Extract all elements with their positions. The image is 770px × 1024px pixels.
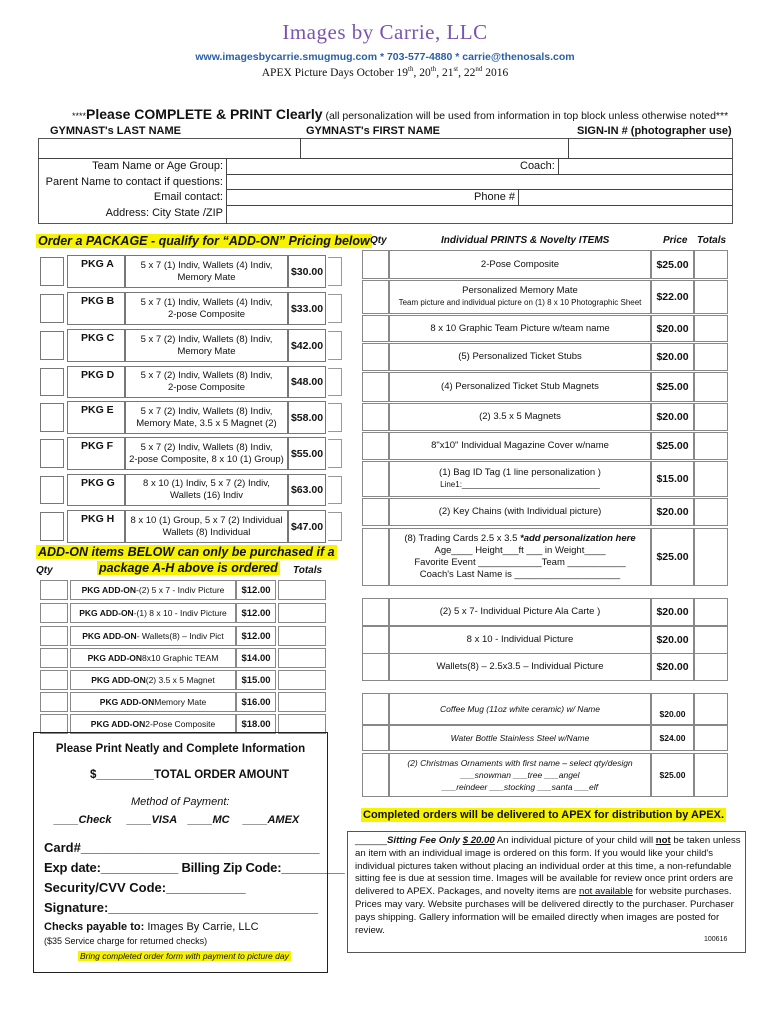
sitting-fee-blank[interactable]: ______ xyxy=(355,835,388,846)
addon-total-input[interactable] xyxy=(278,626,326,646)
package-description xyxy=(125,367,288,397)
addon-total-input[interactable] xyxy=(278,603,326,623)
package-desc-line-2: Memory Mate xyxy=(177,345,236,357)
payment-method-label: Method of Payment: xyxy=(131,796,230,808)
package-code: PKG F xyxy=(81,440,114,452)
print-item-description xyxy=(389,372,651,402)
ornament-item-total-input[interactable] xyxy=(694,753,728,797)
addon-description xyxy=(70,603,236,623)
ornament-item-price: $25.00 xyxy=(659,770,686,780)
addon-name: PKG ADD-ON xyxy=(79,608,134,618)
novelty-item-description xyxy=(389,693,651,725)
sitting-fee-text xyxy=(355,835,742,937)
label-address: Address: City State /ZIP xyxy=(105,207,223,219)
print-item-qty-input[interactable] xyxy=(362,432,389,460)
ala-carte-item-description xyxy=(389,598,651,626)
packages-title: Order a PACKAGE - qualify for “ADD-ON” Pricing below xyxy=(38,234,370,248)
addon-name: PKG ADD-ON xyxy=(91,675,146,685)
print-item-description xyxy=(389,343,651,371)
address-input[interactable] xyxy=(227,206,732,223)
package-description xyxy=(125,402,288,433)
print-item-total-input[interactable] xyxy=(694,250,728,279)
package-price: $55.00 xyxy=(290,447,324,460)
contact-line[interactable]: www.imagesbycarrie.smugmug.com * 703-577-4880 * carrie@thenosals.com xyxy=(195,51,575,63)
event-sup: th xyxy=(430,65,437,73)
package-total-input[interactable] xyxy=(328,512,342,541)
print-item-price: $25.00 xyxy=(656,440,689,452)
addon-qty-input[interactable] xyxy=(40,714,68,734)
addons-title-2: package A-H above is ordered xyxy=(99,561,278,575)
print-item-line-1: (2) Key Chains (with Individual picture) xyxy=(438,506,602,517)
trading-cards-line-2: Age____ Height___ft ___ in Weight____ xyxy=(434,545,606,556)
addon-desc: -(1) 8 x 10 - Indiv Picture xyxy=(133,608,227,618)
package-price: $30.00 xyxy=(290,265,324,278)
print-item-line-1: 2-Pose Composite xyxy=(480,258,560,270)
parent-input[interactable] xyxy=(227,175,732,189)
trading-cards-line-4: Coach's Last Name is ____________________ xyxy=(419,569,621,580)
label-last-name: GYMNAST's LAST NAME xyxy=(50,125,181,137)
signin-input[interactable] xyxy=(569,139,732,158)
novelty-item-price: $20.00 xyxy=(659,709,686,719)
ornament-item-description xyxy=(389,753,651,797)
print-item-line-1: (2) 3.5 x 5 Magnets xyxy=(479,411,561,422)
package-description xyxy=(125,256,288,287)
ala-carte-item-total-input[interactable] xyxy=(694,653,728,681)
addon-description xyxy=(70,626,236,646)
package-code: PKG A xyxy=(81,258,114,270)
package-code: PKG C xyxy=(81,332,115,344)
addon-total-input[interactable] xyxy=(278,692,326,712)
print-item-qty-input[interactable] xyxy=(362,461,389,497)
sitting-fee-amount: $ 20.00 xyxy=(462,835,495,846)
package-qty-input[interactable] xyxy=(40,439,64,468)
print-item-price: $22.00 xyxy=(656,291,689,303)
ala-carte-item-qty-input[interactable] xyxy=(362,653,389,681)
package-desc-line-2: Wallets (8) Individual xyxy=(162,526,251,538)
delivery-note: Completed orders will be delivered to APEX for distribution by APEX. xyxy=(363,809,725,821)
package-price: $33.00 xyxy=(290,302,324,315)
print-item-qty-input[interactable] xyxy=(362,315,389,342)
print-item-total-input[interactable] xyxy=(694,461,728,497)
print-item-line-1: 8"x10" Individual Magazine Cover w/name xyxy=(431,440,609,451)
ala-carte-item-line-1: (2) 5 x 7- Individual Picture Ala Carte ) xyxy=(439,606,601,617)
ala-carte-item-qty-input[interactable] xyxy=(362,598,389,626)
novelty-item-total-input[interactable] xyxy=(694,725,728,751)
print-item-description xyxy=(389,280,651,314)
print-item-total-input[interactable] xyxy=(694,343,728,371)
event-sep: , 20 xyxy=(413,66,431,79)
event-dates xyxy=(0,65,770,79)
trading-cards-text: (8) Trading Cards 2.5 x 3.5 xyxy=(404,533,520,544)
print-item-qty-input[interactable] xyxy=(362,280,389,314)
addon-qty-input[interactable] xyxy=(40,626,68,646)
print-item-description xyxy=(389,461,651,497)
ornament-item-line-3: ___reindeer ___stocking ___santa ___elf xyxy=(442,782,598,792)
package-code: PKG E xyxy=(81,404,114,416)
sitting-fee-text-1: An individual picture of your child will xyxy=(494,835,656,846)
package-price: $47.00 xyxy=(290,520,324,533)
novelty-item-qty-input[interactable] xyxy=(362,725,389,751)
package-qty-input[interactable] xyxy=(40,368,64,396)
signature-field[interactable]: Signature:_____________________________ xyxy=(44,900,318,915)
pay-visa[interactable]: ____VISA xyxy=(127,814,178,826)
checks-payable xyxy=(44,921,259,933)
ornament-item-line-2: ___snowman ___tree ___angel xyxy=(460,770,580,780)
trading-cards-total-input[interactable] xyxy=(694,528,728,586)
pay-mc[interactable]: ____MC xyxy=(188,814,230,826)
ala-carte-item-price: $20.00 xyxy=(656,606,689,618)
package-qty-input[interactable] xyxy=(40,331,64,360)
addon-price: $12.00 xyxy=(241,607,271,619)
pay-amex[interactable]: ____AMEX xyxy=(243,814,300,826)
package-desc-line-2: Wallets (16) Indiv xyxy=(169,490,244,501)
addon-price: $14.00 xyxy=(241,652,271,664)
package-description xyxy=(125,475,288,505)
package-desc-line-1: 5 x 7 (2) Indiv, Wallets (8) Indiv, xyxy=(140,405,273,417)
addon-qty-input[interactable] xyxy=(40,692,68,712)
addons-totals-header: Totals xyxy=(293,565,323,576)
package-desc-line-1: 8 x 10 (1) Indiv, 5 x 7 (2) Indiv, xyxy=(143,478,270,489)
package-code: PKG D xyxy=(81,369,115,381)
form-code: 100616 xyxy=(704,936,728,943)
package-total-input[interactable] xyxy=(328,257,342,286)
package-price: $58.00 xyxy=(290,411,324,424)
total-order-amount[interactable]: $_________TOTAL ORDER AMOUNT xyxy=(90,769,289,781)
package-total-input[interactable] xyxy=(328,439,342,468)
print-item-line-1: (1) Bag ID Tag (1 line personalization ) xyxy=(439,467,601,478)
package-description xyxy=(125,293,288,324)
pay-check[interactable]: ____Check xyxy=(54,814,112,826)
addon-price: $15.00 xyxy=(241,674,271,686)
package-price: $42.00 xyxy=(290,339,324,352)
package-code: PKG H xyxy=(81,513,115,525)
package-description xyxy=(125,330,288,361)
label-team: Team Name or Age Group: xyxy=(92,160,223,172)
addon-price: $18.00 xyxy=(241,718,271,730)
addon-description xyxy=(70,692,236,712)
print-item-line-1: (4) Personalized Ticket Stub Magnets xyxy=(441,381,599,392)
last-name-input[interactable] xyxy=(39,139,299,158)
package-desc-line-2: Memory Mate, 3.5 x 5 Magnet (2) xyxy=(136,417,277,429)
addon-desc: 2-Pose Composite xyxy=(145,719,216,729)
package-price: $48.00 xyxy=(290,376,324,388)
label-email: Email contact: xyxy=(153,191,223,203)
package-desc-line-1: 5 x 7 (2) Indiv, Wallets (8) Indiv, xyxy=(140,333,273,345)
addon-total-input[interactable] xyxy=(278,580,326,600)
ala-carte-item-total-input[interactable] xyxy=(694,598,728,626)
package-desc-line-2: 2-pose Composite xyxy=(167,308,246,320)
print-item-total-input[interactable] xyxy=(694,280,728,314)
package-desc-line-1: 5 x 7 (2) Indiv, Wallets (8) Indiv, xyxy=(140,441,273,453)
event-sep: , 21 xyxy=(436,66,454,79)
addon-desc: 8x10 Graphic TEAM xyxy=(142,653,219,663)
ornament-item-line-1: (2) Christmas Ornaments with first name – select qty/design xyxy=(407,758,633,768)
addon-name: PKG ADD-ON xyxy=(82,631,137,641)
print-item-total-input[interactable] xyxy=(694,432,728,460)
print-item-description xyxy=(389,498,651,526)
exp-date-field[interactable]: Exp date:___________ Billing Zip Code:_________ xyxy=(44,860,345,875)
package-desc-line-1: 8 x 10 (1) Group, 5 x 7 (2) Individual xyxy=(130,514,283,526)
package-total-input[interactable] xyxy=(328,368,342,396)
print-item-total-input[interactable] xyxy=(694,403,728,431)
package-qty-input[interactable] xyxy=(40,294,64,323)
print-item-qty-input[interactable] xyxy=(362,250,389,279)
first-name-input[interactable] xyxy=(301,139,567,158)
print-item-line-2: Team picture and individual picture on (1) 8 x 10 Photographic Sheet xyxy=(398,298,642,307)
package-desc-line-1: 5 x 7 (2) Indiv, Wallets (8) Indiv, xyxy=(140,370,273,381)
returned-check-fee: ($35 Service charge for returned checks) xyxy=(44,936,208,946)
label-signin: SIGN-IN # (photographer use) xyxy=(577,125,732,137)
sitting-fee-text-2: be taken unless an item with an individual image is ordered on this form. If you would like your child's individual pictures taken without placing an individual order at this time, a non-refundable sitting fee is due at session time. Images will be available for review once print orders are delivered to APEX. Packages, and novelty items are xyxy=(355,835,741,898)
addon-qty-input[interactable] xyxy=(40,580,68,600)
sitting-fee-not-available: not available xyxy=(578,886,633,898)
addon-description xyxy=(70,580,236,600)
event-sup: th xyxy=(408,65,414,73)
addon-price: $12.00 xyxy=(241,584,271,596)
coach-input[interactable] xyxy=(559,159,732,174)
sitting-fee-not: not xyxy=(655,835,671,846)
print-item-line-2: Line1:_______________________________ xyxy=(440,480,600,489)
label-phone: Phone # xyxy=(474,191,515,203)
package-qty-input[interactable] xyxy=(40,512,64,541)
print-item-price: $25.00 xyxy=(656,381,689,393)
novelty-item-description xyxy=(389,725,651,751)
event-sep: , 22 xyxy=(458,66,476,79)
addon-desc: - Wallets(8) – Indiv Pict xyxy=(136,631,224,641)
print-item-price: $20.00 xyxy=(656,506,689,518)
addon-description xyxy=(70,648,236,668)
package-code: PKG G xyxy=(81,477,115,489)
addon-name: PKG ADD-ON xyxy=(99,697,155,707)
print-item-qty-input[interactable] xyxy=(362,372,389,402)
instructions-rest: (all personalization will be used from information in top block unless otherwise noted*** xyxy=(322,110,729,122)
company-title: Images by Carrie, LLC xyxy=(282,20,488,44)
print-item-total-input[interactable] xyxy=(694,372,728,402)
package-description xyxy=(125,438,288,469)
ala-carte-item-line-1: 8 x 10 - Individual Picture xyxy=(466,634,574,645)
label-parent: Parent Name to contact if questions: xyxy=(45,176,223,188)
addon-qty-input[interactable] xyxy=(40,603,68,623)
package-qty-input[interactable] xyxy=(40,403,64,432)
instructions-prefix: **** xyxy=(72,111,87,121)
addon-total-input[interactable] xyxy=(278,714,326,734)
package-total-input[interactable] xyxy=(328,331,342,360)
ala-carte-item-price: $20.00 xyxy=(656,661,689,673)
trading-cards-personalize: *add personalization here xyxy=(520,533,636,544)
bring-form-note: Bring completed order form with payment to picture day xyxy=(80,951,289,961)
novelty-item-price: $24.00 xyxy=(659,733,686,743)
ala-carte-item-description xyxy=(389,653,651,681)
right-totals-header: Totals xyxy=(697,235,727,246)
addon-desc: -(2) 5 x 7 - Indiv Picture xyxy=(136,585,225,595)
addon-name: PKG ADD-ON xyxy=(90,719,146,729)
ala-carte-item-total-input[interactable] xyxy=(694,626,728,654)
print-item-price: $15.00 xyxy=(656,473,689,485)
ala-carte-item-qty-input[interactable] xyxy=(362,626,389,654)
addon-desc: Memory Mate xyxy=(154,697,207,707)
print-item-line-1: (5) Personalized Ticket Stubs xyxy=(458,351,582,362)
novelty-item-total-input[interactable] xyxy=(694,693,728,725)
addon-qty-input[interactable] xyxy=(40,670,68,690)
team-input[interactable] xyxy=(227,159,557,174)
addon-name: PKG ADD-ON xyxy=(87,653,143,663)
trading-cards-price: $25.00 xyxy=(656,551,689,563)
event-sup: nd xyxy=(475,65,483,73)
addons-qty-header: Qty xyxy=(36,565,53,576)
addons-title-1: ADD-ON items BELOW can only be purchased if a xyxy=(38,545,335,559)
print-item-description xyxy=(389,432,651,460)
checks-payable-value: Images By Carrie, LLC xyxy=(144,921,259,933)
package-desc-line-2: 2-pose Composite xyxy=(167,382,246,393)
novelty-item-line-1: Coffee Mug (11oz white ceramic) w/ Name xyxy=(440,704,600,714)
phone-input[interactable] xyxy=(519,190,732,205)
email-input[interactable] xyxy=(227,190,517,205)
addon-description xyxy=(70,670,236,690)
addon-qty-input[interactable] xyxy=(40,648,68,668)
addon-price: $12.00 xyxy=(241,630,271,642)
package-price: $63.00 xyxy=(290,484,324,496)
trading-cards-line-1 xyxy=(404,533,635,545)
addon-description xyxy=(70,714,236,734)
checks-payable-label: Checks payable to: xyxy=(44,921,145,933)
payment-title: Please Print Neatly and Complete Information xyxy=(55,743,306,755)
trading-cards-qty-input[interactable] xyxy=(362,528,389,586)
package-total-input[interactable] xyxy=(328,403,342,432)
package-desc-line-2: Memory Mate xyxy=(177,271,236,283)
card-number-field[interactable]: Card#_________________________________ xyxy=(44,840,320,855)
package-qty-input[interactable] xyxy=(40,476,64,504)
print-item-line-1: Personalized Memory Mate xyxy=(462,285,578,296)
package-total-input[interactable] xyxy=(328,294,342,323)
package-qty-input[interactable] xyxy=(40,257,64,286)
print-item-total-input[interactable] xyxy=(694,498,728,526)
addon-total-input[interactable] xyxy=(278,670,326,690)
package-desc-line-2: 2-pose Composite, 8 x 10 (1) Group) xyxy=(129,453,284,465)
addon-name: PKG ADD-ON xyxy=(81,585,137,595)
label-first-name: GYMNAST's FIRST NAME xyxy=(306,125,441,137)
trading-cards-line-3: Favorite Event ____________Team ___________ xyxy=(414,557,626,568)
print-item-qty-input[interactable] xyxy=(362,498,389,526)
event-sup: st xyxy=(453,65,459,73)
novelty-item-qty-input[interactable] xyxy=(362,693,389,725)
instructions xyxy=(72,106,728,122)
print-item-description xyxy=(389,315,651,342)
package-desc-line-1: 5 x 7 (1) Indiv, Wallets (4) Indiv, xyxy=(140,296,273,308)
label-coach: Coach: xyxy=(520,160,555,172)
cvv-field[interactable]: Security/CVV Code:___________ xyxy=(44,880,246,895)
print-item-price: $20.00 xyxy=(656,322,689,335)
addon-price: $16.00 xyxy=(241,696,271,708)
print-item-description xyxy=(389,403,651,431)
ala-carte-item-price: $20.00 xyxy=(656,634,689,646)
print-item-qty-input[interactable] xyxy=(362,343,389,371)
package-description xyxy=(125,511,288,542)
right-price-header: Price xyxy=(663,235,688,246)
instructions-highlight: Please COMPLETE & PRINT Clearly xyxy=(86,106,323,122)
ornament-item-qty-input[interactable] xyxy=(362,753,389,797)
print-item-description xyxy=(389,250,651,279)
addon-desc: (2) 3.5 x 5 Magnet xyxy=(145,675,215,685)
sitting-fee-label: Sitting Fee Only xyxy=(387,835,463,846)
ala-carte-item-line-1: Wallets(8) – 2.5x3.5 – Individual Picture xyxy=(436,661,604,672)
print-item-qty-input[interactable] xyxy=(362,403,389,431)
ala-carte-item-description xyxy=(389,626,651,654)
print-item-price: $20.00 xyxy=(656,411,689,423)
package-code: PKG B xyxy=(81,295,115,307)
right-items-header: Individual PRINTS & Novelty ITEMS xyxy=(441,235,610,246)
print-item-line-1: 8 x 10 Graphic Team Picture w/team name xyxy=(430,322,610,334)
event-year: 2016 xyxy=(482,66,509,79)
right-qty-header: Qty xyxy=(370,235,387,246)
sitting-fee-text-3: for website purchases. Prices may vary. Website purchases will be delivered directly to the purchaser. Purchaser pays shipping. Gallery information will be emailed directly when images are posted for review. xyxy=(355,886,734,936)
addon-total-input[interactable] xyxy=(278,648,326,668)
package-total-input[interactable] xyxy=(328,476,342,504)
package-desc-line-1: 5 x 7 (1) Indiv, Wallets (4) Indiv, xyxy=(140,259,273,271)
event-prefix: APEX Picture Days October 19 xyxy=(261,66,409,79)
print-item-price: $25.00 xyxy=(656,258,689,271)
novelty-item-line-1: Water Bottle Stainless Steel w/Name xyxy=(450,733,590,743)
print-item-total-input[interactable] xyxy=(694,315,728,342)
print-item-price: $20.00 xyxy=(656,351,689,363)
trading-cards-description xyxy=(389,528,651,586)
